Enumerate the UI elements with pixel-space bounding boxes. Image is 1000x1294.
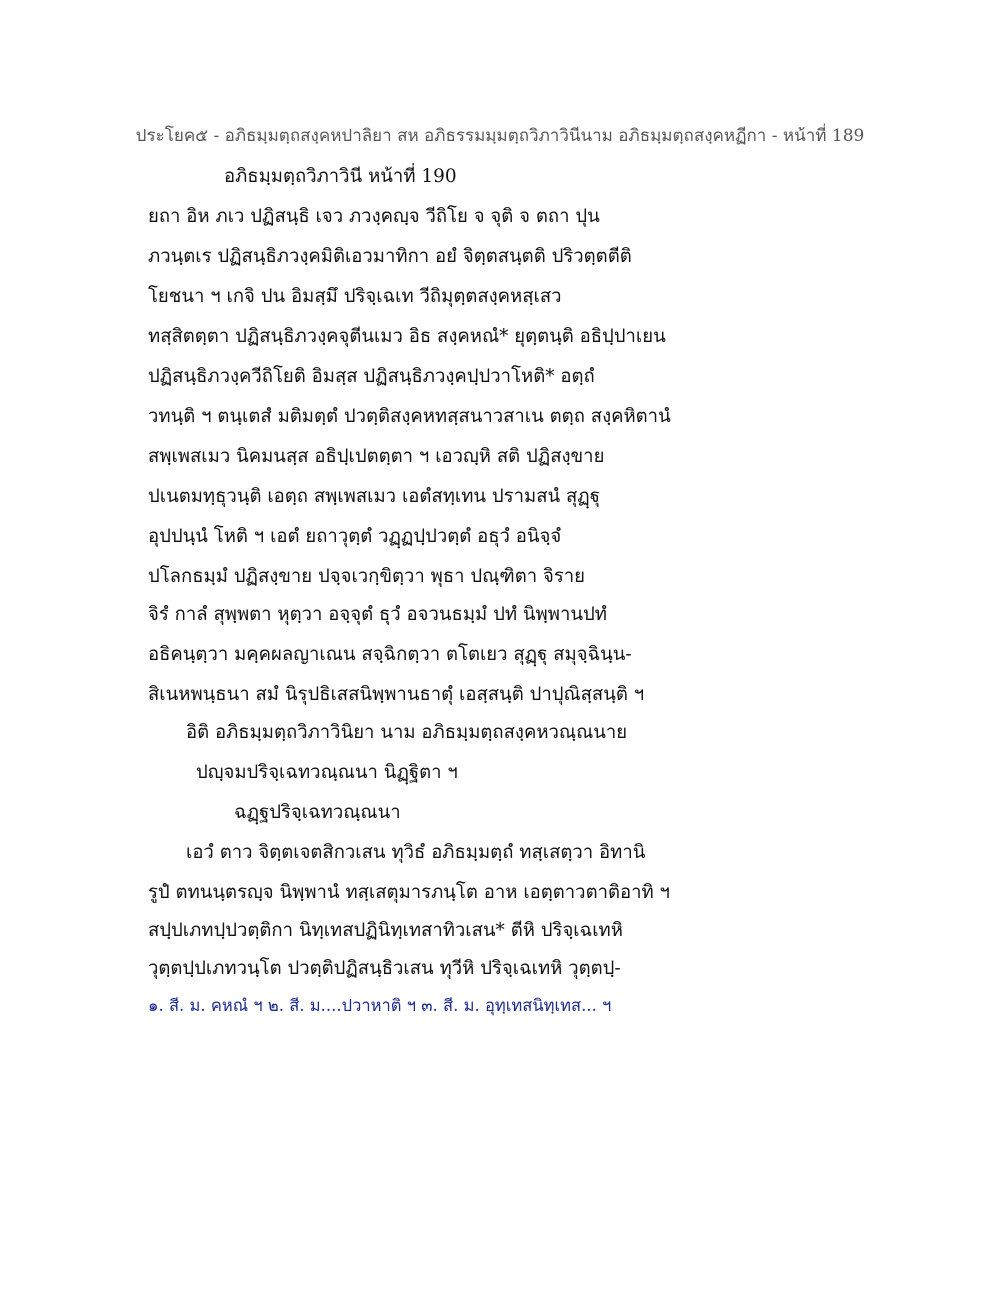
colophon-line: ปญฺจมปริจฺเฉทวณฺณนา นิฏฺฐิตา ฯ <box>196 762 458 783</box>
body-line: อุปปนฺนํ โหติ ฯ เอตํ ยถาวุตฺตํ วฏฺฏปฺปวตฺตํ อธุวํ อนิจฺจํ <box>148 526 562 547</box>
body-line: สิเนหพนฺธนา สมํ นิรุปธิเสสนิพฺพานธาตุํ เอสฺสนฺติ ปาปุณิสฺสนฺติ ฯ <box>148 684 645 705</box>
footnotes: ๑. สี. ม. คหณํ ฯ ๒. สี. ม....ปวาหาติ ฯ ๓. สี. ม. อุทฺเทสนิทฺเทส... ฯ <box>148 996 612 1015</box>
body-line: เอวํ ตาว จิตฺตเจตสิกวเสน ทุวิธํ อภิธมฺมตฺถํ ทสฺเสตฺวา อิทานิ <box>186 842 646 863</box>
body-line: ยถา อิห ภเว ปฏิสนฺธิ เจว ภวงฺคญฺจ วีถิโย จ จุติ จ ตถา ปุน <box>148 206 600 227</box>
colophon-line: อิติ อภิธมฺมตฺถวิภาวินิยา นาม อภิธมฺมตฺถสงฺคหวณฺณนาย <box>186 722 628 743</box>
body-line: สพฺเพสเมว นิคมนสฺส อธิปฺเปตตฺตา ฯ เอวญฺหิ สติ ปฏิสงฺขาย <box>148 446 605 467</box>
body-line: วุตฺตปฺปเภทวนฺโต ปวตฺติปฏิสนฺธิวเสน ทุวีหิ ปริจฺเฉเทหิ วุตฺตปฺ- <box>148 958 621 979</box>
body-line: วทนฺติ ฯ ตนฺเตสํ มติมตฺตํ ปวตฺติสงฺคหทสฺสนาวสาเน ตตฺถ สงฺคหิตานํ <box>148 406 671 427</box>
section-heading: ฉฏฺฐปริจฺเฉทวณฺณนา <box>234 802 401 823</box>
body-line: ภวนฺตเร ปฏิสนฺธิภวงฺคมิติเอวมาทิกา อยํ จิตฺตสนฺตติ ปริวตฺตตีติ <box>148 246 632 267</box>
body-line: จิรํ กาลํ สุพฺพตา หุตฺวา อจฺจุตํ ธุวํ อจวนธมฺมํ ปทํ นิพฺพานปทํ <box>148 604 607 625</box>
body-line: อธิคนฺตฺวา มคฺคผลญาเณน สจฺฉิกตฺวา ตโตเยว สุฏฺฐุ สมุจฺฉินฺน- <box>148 644 632 665</box>
body-line: รูปํ ตทนนฺตรญฺจ นิพฺพานํ ทสฺเสตุมารภนฺโต อาห เอตฺตาวตาติอาทิ ฯ <box>148 882 670 903</box>
running-header: ประโยค๕ - อภิธมฺมตฺถสงฺคหปาลิยา สห อภิธรรมมฺมตฺถวิภาวินีนาม อภิธมฺมตฺถสงฺคหฏีกา - หน้าที่ 189 <box>135 126 865 146</box>
body-line: ปฏิสนฺธิภวงฺควีถิโยติ อิมสฺส ปฏิสนฺธิภวงฺคปฺปวาโหติ* อตฺถํ <box>148 366 595 387</box>
body-line: ปเนตมทฺธุวนฺติ เอตฺถ สพฺเพสเมว เอตํสทฺเทน ปรามสนํ สุฏฺฐุ <box>148 486 600 507</box>
body-line: สปฺปเภทปฺปวตฺติกา นิทฺเทสปฏินิทฺเทสาทิวเสน* ตีหิ ปริจฺเฉเทหิ <box>148 920 623 941</box>
body-line: ทสฺสิตตฺตา ปฏิสนฺธิภวงฺคจุตีนเมว อิธ สงฺคหณํ* ยุตฺตนฺติ อธิปฺปาเยน <box>148 326 666 347</box>
body-line: ปโลกธมฺมํ ปฏิสงฺขาย ปจฺจเวกฺขิตฺวา พุธา ปณฺฑิตา จิราย <box>148 566 585 587</box>
body-line: โยชนา ฯ เกจิ ปน อิมสฺมึ ปริจฺเฉเท วีถิมุตฺตสงฺคหสฺเสว <box>148 286 562 307</box>
page-label: อภิธมฺมตฺถวิภาวินี หน้าที่ 190 <box>224 166 457 187</box>
